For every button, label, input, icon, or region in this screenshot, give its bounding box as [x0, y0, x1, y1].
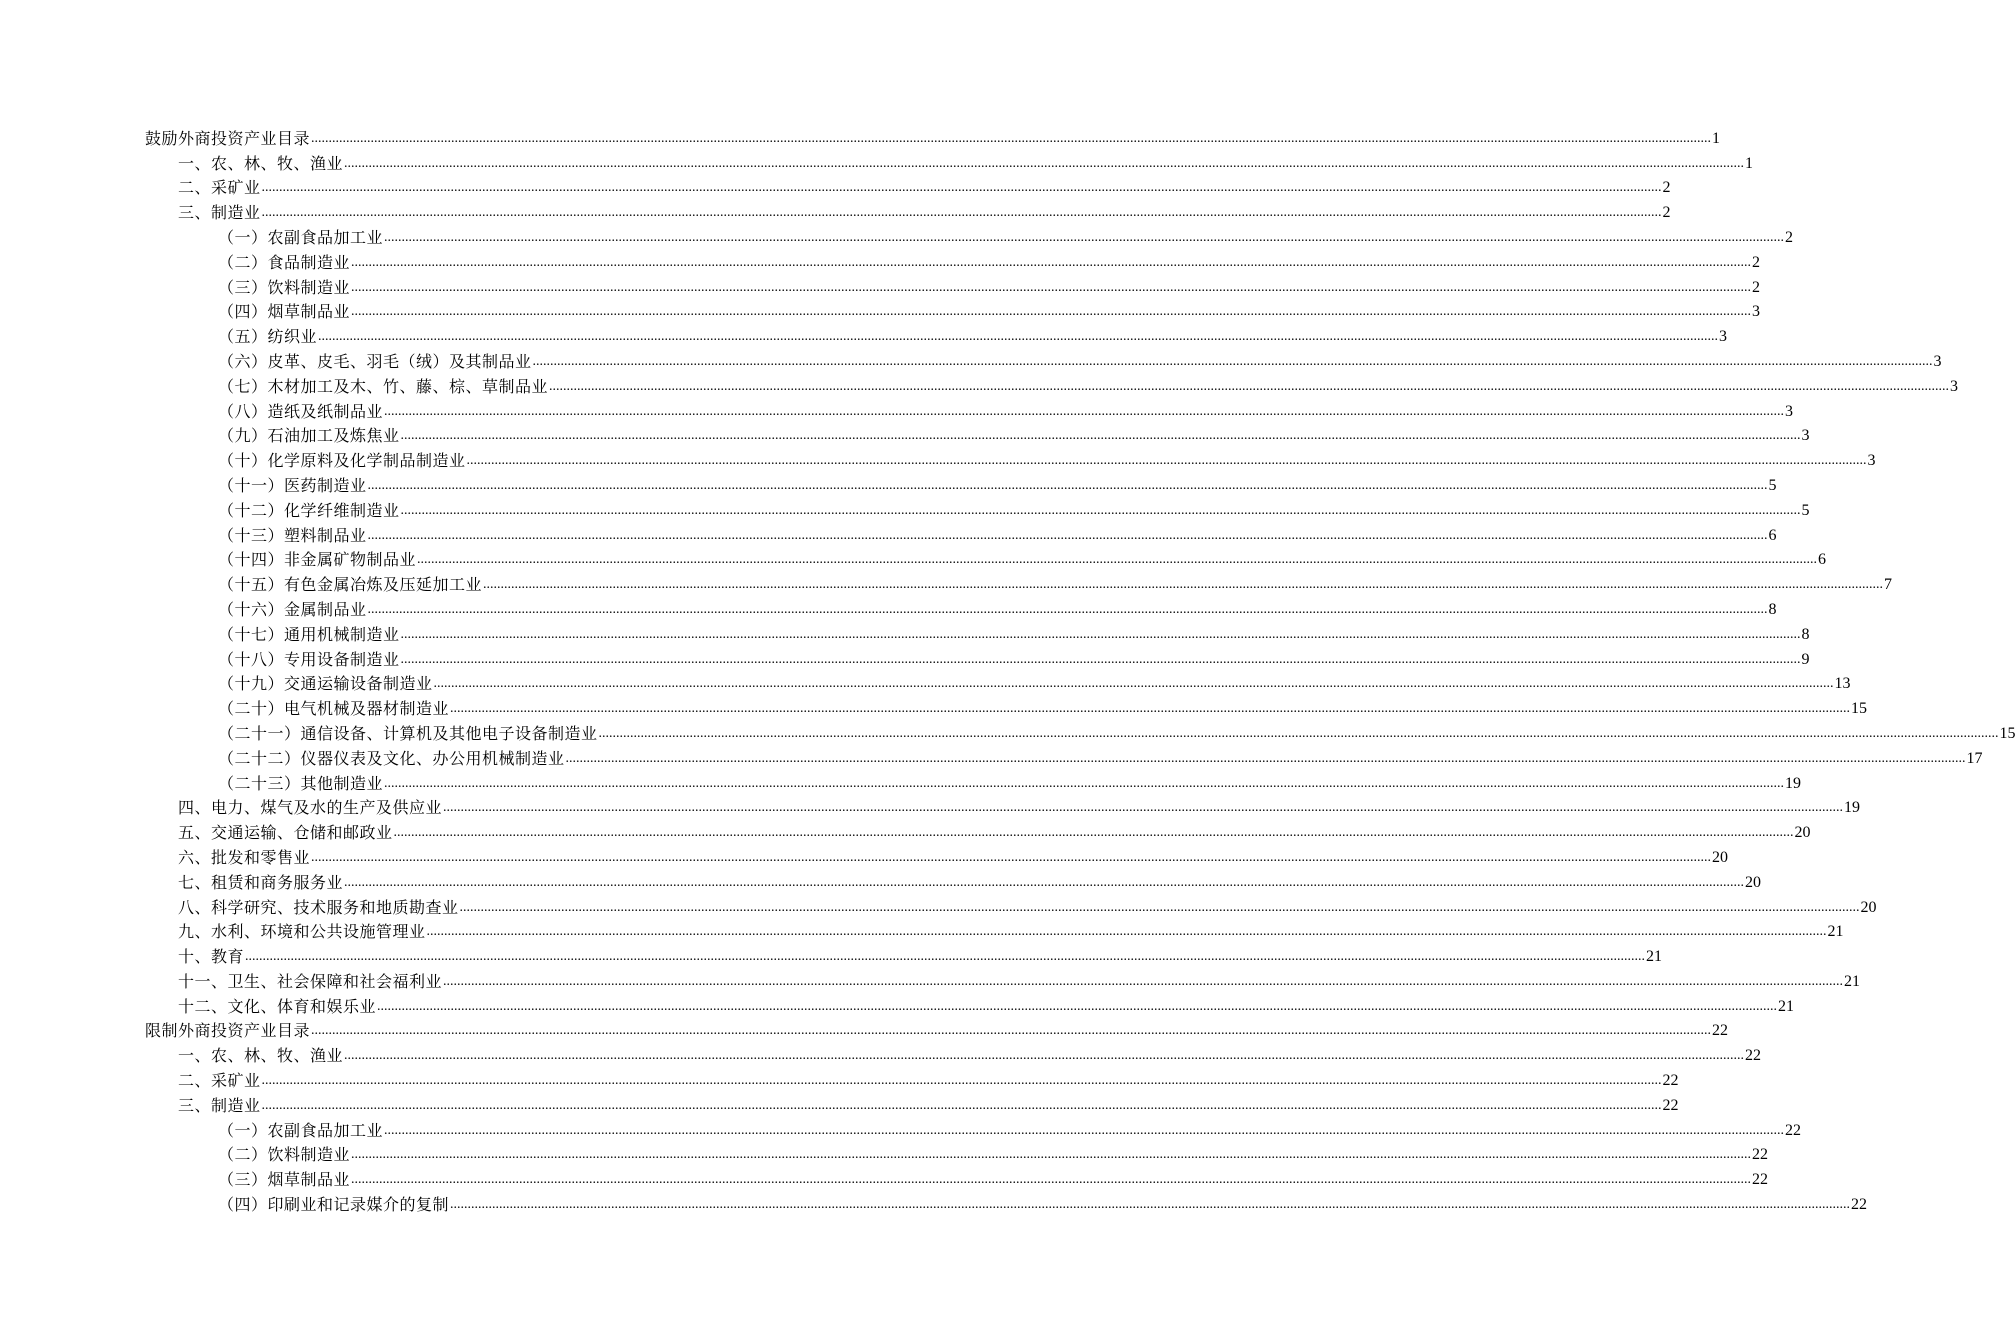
dot-leader: ................................................................................................................................................................................................................................................................................................................................................................................................................: [443, 973, 1844, 989]
toc-entry-title: 限制外商投资产业目录: [145, 1021, 311, 1041]
toc-entry[interactable]: [0, 471, 1777, 496]
toc-entry[interactable]: [0, 893, 1877, 918]
toc-entry[interactable]: [0, 719, 2016, 744]
dot-leader: ................................................................................................................................................................................................................................................................................................................................................................................................................: [400, 651, 1801, 667]
toc-entry-page-number: 3: [1752, 303, 1761, 321]
toc-entry-title: 二、采矿业: [178, 1071, 261, 1091]
toc-entry[interactable]: [0, 149, 1754, 174]
toc-entry-page-number: 21: [1844, 972, 1861, 990]
toc-entry-page-number: 3: [1867, 452, 1876, 470]
toc-entry-page-number: 6: [1768, 526, 1777, 544]
toc-entry-title: （二十）电气机械及器材制造业: [218, 699, 450, 719]
toc-entry[interactable]: [0, 942, 1663, 967]
toc-entry-page-number: 3: [1933, 352, 1942, 370]
toc-entry-page-number: 3: [1785, 402, 1794, 420]
dot-leader: ................................................................................................................................................................................................................................................................................................................................................................................................................: [400, 502, 1801, 518]
dot-leader: ................................................................................................................................................................................................................................................................................................................................................................................................................: [261, 180, 1662, 196]
dot-leader: ................................................................................................................................................................................................................................................................................................................................................................................................................: [400, 428, 1801, 444]
toc-entry-title: （四）烟草制品业: [218, 302, 351, 322]
toc-entry-page-number: 5: [1801, 501, 1810, 519]
toc-entry-title: （三）烟草制品业: [218, 1170, 351, 1190]
toc-entry-page-number: 15: [1851, 700, 1868, 718]
dot-leader: ................................................................................................................................................................................................................................................................................................................................................................................................................: [384, 229, 1785, 245]
dot-leader: ................................................................................................................................................................................................................................................................................................................................................................................................................: [443, 800, 1844, 816]
toc-entry[interactable]: [0, 769, 1802, 794]
dot-leader: ................................................................................................................................................................................................................................................................................................................................................................................................................: [450, 701, 1851, 717]
toc-entry-page-number: 20: [1794, 824, 1811, 842]
toc-entry-page-number: 22: [1752, 1146, 1769, 1164]
toc-entry-title: （十三）塑料制品业: [218, 525, 367, 545]
toc-entry-title: （一）农副食品加工业: [218, 1120, 384, 1140]
toc-entry-title: （十一）医药制造业: [218, 475, 367, 495]
dot-leader: ................................................................................................................................................................................................................................................................................................................................................................................................................: [344, 874, 1745, 890]
toc-entry-title: 四、电力、煤气及水的生产及供应业: [178, 798, 443, 818]
toc-entry[interactable]: [0, 1190, 1868, 1215]
toc-entry-page-number: 6: [1818, 551, 1827, 569]
toc-entry[interactable]: [0, 322, 1728, 347]
toc-entry[interactable]: [0, 1116, 1802, 1141]
toc-entry-page-number: 17: [1966, 749, 1983, 767]
toc-entry[interactable]: [0, 670, 1851, 695]
dot-leader: ................................................................................................................................................................................................................................................................................................................................................................................................................: [261, 1073, 1662, 1089]
toc-entry-page-number: 3: [1719, 328, 1728, 346]
dot-leader: ................................................................................................................................................................................................................................................................................................................................................................................................................: [466, 453, 1867, 469]
dot-leader: ................................................................................................................................................................................................................................................................................................................................................................................................................: [532, 353, 1933, 369]
toc-entry[interactable]: [0, 1165, 1769, 1190]
toc-entry[interactable]: [0, 868, 1762, 893]
toc-entry[interactable]: [0, 918, 1844, 943]
toc-entry[interactable]: [0, 1041, 1762, 1066]
toc-entry[interactable]: [0, 174, 1671, 199]
toc-entry-title: （二十三）其他制造业: [218, 773, 384, 793]
toc-entry-page-number: 20: [1712, 848, 1729, 866]
dot-leader: ................................................................................................................................................................................................................................................................................................................................................................................................................: [483, 577, 1884, 593]
dot-leader: ................................................................................................................................................................................................................................................................................................................................................................................................................: [261, 205, 1662, 221]
dot-leader: ................................................................................................................................................................................................................................................................................................................................................................................................................: [367, 527, 1768, 543]
toc-entry-page-number: 3: [1950, 377, 1959, 395]
dot-leader: ................................................................................................................................................................................................................................................................................................................................................................................................................: [400, 626, 1801, 642]
toc-entry[interactable]: [0, 397, 1794, 422]
dot-leader: ................................................................................................................................................................................................................................................................................................................................................................................................................: [377, 998, 1778, 1014]
toc-entry-page-number: 22: [1785, 1121, 1802, 1139]
toc-entry-page-number: 22: [1662, 1096, 1679, 1114]
toc-entry-title: （十二）化学纤维制造业: [218, 500, 400, 520]
dot-leader: ................................................................................................................................................................................................................................................................................................................................................................................................................: [459, 899, 1860, 915]
toc-entry-title: （十五）有色金属冶炼及压延加工业: [218, 575, 483, 595]
toc-entry-title: （十六）金属制品业: [218, 599, 367, 619]
toc-entry-page-number: 8: [1768, 600, 1777, 618]
toc-entry[interactable]: [0, 298, 1761, 323]
dot-leader: ................................................................................................................................................................................................................................................................................................................................................................................................................: [393, 825, 1794, 841]
toc-entry-page-number: 1: [1712, 129, 1721, 147]
toc-entry-title: （二）食品制造业: [218, 252, 351, 272]
toc-entry[interactable]: [0, 223, 1794, 248]
toc-entry[interactable]: [0, 843, 1729, 868]
dot-leader: ................................................................................................................................................................................................................................................................................................................................................................................................................: [367, 477, 1768, 493]
toc-entry-page-number: 20: [1745, 873, 1762, 891]
dot-leader: ................................................................................................................................................................................................................................................................................................................................................................................................................: [344, 155, 1745, 171]
dot-leader: ................................................................................................................................................................................................................................................................................................................................................................................................................: [351, 1172, 1752, 1188]
toc-entry[interactable]: [0, 422, 1810, 447]
toc-entry-title: （五）纺织业: [218, 327, 318, 347]
toc-entry-page-number: 13: [1834, 675, 1851, 693]
toc-entry-title: 三、制造业: [178, 1095, 261, 1115]
toc-entry-title: 十一、卫生、社会保障和社会福利业: [178, 971, 443, 991]
toc-entry-page-number: 21: [1827, 923, 1844, 941]
toc-entry[interactable]: [0, 446, 1876, 471]
dot-leader: ................................................................................................................................................................................................................................................................................................................................................................................................................: [367, 601, 1768, 617]
toc-entry-title: （十八）专用设备制造业: [218, 649, 400, 669]
dot-leader: ................................................................................................................................................................................................................................................................................................................................................................................................................: [351, 304, 1752, 320]
dot-leader: ................................................................................................................................................................................................................................................................................................................................................................................................................: [384, 775, 1785, 791]
toc-entry-title: （十九）交通运输设备制造业: [218, 674, 433, 694]
toc-entry[interactable]: [0, 744, 1983, 769]
toc-entry-title: （三）饮料制造业: [218, 277, 351, 297]
dot-leader: ................................................................................................................................................................................................................................................................................................................................................................................................................: [598, 725, 1999, 741]
toc-entry[interactable]: [0, 1141, 1769, 1166]
toc-entry-title: （十四）非金属矿物制品业: [218, 550, 417, 570]
toc-entry[interactable]: [0, 818, 1811, 843]
toc-entry-title: （四）印刷业和记录媒介的复制: [218, 1195, 450, 1215]
toc-entry[interactable]: [0, 595, 1777, 620]
toc-entry-page-number: 22: [1662, 1072, 1679, 1090]
toc-entry-title: 八、科学研究、技术服务和地质勘查业: [178, 897, 459, 917]
toc-entry-page-number: 19: [1785, 774, 1802, 792]
toc-entry-page-number: 2: [1752, 278, 1761, 296]
toc-entry-page-number: 2: [1785, 228, 1794, 246]
toc-entry-title: 一、农、林、牧、渔业: [178, 1046, 344, 1066]
dot-leader: ................................................................................................................................................................................................................................................................................................................................................................................................................: [261, 1097, 1662, 1113]
toc-entry-title: 六、批发和零售业: [178, 847, 311, 867]
toc-entry-page-number: 5: [1768, 476, 1777, 494]
toc-entry[interactable]: [0, 372, 1959, 397]
toc-entry[interactable]: [0, 546, 1827, 571]
dot-leader: ................................................................................................................................................................................................................................................................................................................................................................................................................: [351, 279, 1752, 295]
toc-entry[interactable]: [0, 992, 1795, 1017]
toc-entry[interactable]: [0, 198, 1671, 223]
dot-leader: ................................................................................................................................................................................................................................................................................................................................................................................................................: [311, 130, 1712, 146]
toc-entry-page-number: 2: [1662, 179, 1671, 197]
toc-entry-title: （二）饮料制造业: [218, 1145, 351, 1165]
toc-entry-page-number: 21: [1646, 948, 1663, 966]
toc-entry-page-number: 20: [1860, 898, 1877, 916]
toc-entry-page-number: 1: [1745, 154, 1754, 172]
dot-leader: ................................................................................................................................................................................................................................................................................................................................................................................................................: [311, 849, 1712, 865]
toc-entry-title: （九）石油加工及炼焦业: [218, 426, 400, 446]
toc-entry-page-number: 21: [1778, 997, 1795, 1015]
toc-entry[interactable]: [0, 273, 1761, 298]
toc-entry-title: 一、农、林、牧、渔业: [178, 153, 344, 173]
toc-entry-title: （十）化学原料及化学制品制造业: [218, 451, 466, 471]
toc-entry[interactable]: [0, 967, 1861, 992]
toc-entry[interactable]: [0, 694, 1868, 719]
dot-leader: ................................................................................................................................................................................................................................................................................................................................................................................................................: [245, 949, 1646, 965]
dot-leader: ................................................................................................................................................................................................................................................................................................................................................................................................................: [311, 1023, 1712, 1039]
dot-leader: ................................................................................................................................................................................................................................................................................................................................................................................................................: [549, 378, 1950, 394]
toc-entry-title: 二、采矿业: [178, 178, 261, 198]
toc-entry-title: （二十二）仪器仪表及文化、办公用机械制造业: [218, 748, 565, 768]
toc-entry-title: （一）农副食品加工业: [218, 227, 384, 247]
toc-entry[interactable]: [0, 1017, 1729, 1042]
toc-entry-title: 九、水利、环境和公共设施管理业: [178, 922, 426, 942]
dot-leader: ................................................................................................................................................................................................................................................................................................................................................................................................................: [351, 254, 1752, 270]
toc-entry-title: 鼓励外商投资产业目录: [145, 128, 311, 148]
toc-entry-title: （七）木材加工及木、竹、藤、棕、草制品业: [218, 376, 549, 396]
toc-entry-page-number: 15: [1999, 724, 2016, 742]
toc-entry-page-number: 22: [1745, 1047, 1762, 1065]
toc-entry[interactable]: [0, 794, 1861, 819]
toc-entry[interactable]: [0, 124, 1721, 149]
toc-entry-page-number: 22: [1752, 1171, 1769, 1189]
toc-entry[interactable]: [0, 570, 1893, 595]
toc-entry-page-number: 9: [1801, 650, 1810, 668]
toc-entry[interactable]: [0, 620, 1810, 645]
toc-entry-page-number: 22: [1851, 1196, 1868, 1214]
toc-entry-page-number: 19: [1844, 799, 1861, 817]
toc-entry[interactable]: [0, 645, 1810, 670]
dot-leader: ................................................................................................................................................................................................................................................................................................................................................................................................................: [565, 750, 1966, 766]
toc-entry-page-number: 2: [1662, 204, 1671, 222]
toc-entry[interactable]: [0, 347, 1942, 372]
toc-entry-title: 十、教育: [178, 947, 245, 967]
toc-entry-title: 十二、文化、体育和娱乐业: [178, 996, 377, 1016]
toc-entry-title: （二十一）通信设备、计算机及其他电子设备制造业: [218, 723, 598, 743]
toc-entry-title: 五、交通运输、仓储和邮政业: [178, 823, 393, 843]
toc-entry-title: （八）造纸及纸制品业: [218, 401, 384, 421]
dot-leader: ................................................................................................................................................................................................................................................................................................................................................................................................................: [384, 1122, 1785, 1138]
toc-entry[interactable]: [0, 521, 1777, 546]
toc-entry-title: （六）皮革、皮毛、羽毛（绒）及其制品业: [218, 351, 532, 371]
dot-leader: ................................................................................................................................................................................................................................................................................................................................................................................................................: [344, 1048, 1745, 1064]
dot-leader: ................................................................................................................................................................................................................................................................................................................................................................................................................: [450, 1197, 1851, 1213]
toc-entry-page-number: 2: [1752, 253, 1761, 271]
dot-leader: ................................................................................................................................................................................................................................................................................................................................................................................................................: [384, 403, 1785, 419]
dot-leader: ................................................................................................................................................................................................................................................................................................................................................................................................................: [433, 676, 1834, 692]
toc-entry[interactable]: [0, 1066, 1679, 1091]
toc-entry[interactable]: [0, 1091, 1679, 1116]
toc-entry-page-number: 8: [1801, 625, 1810, 643]
toc-entry-page-number: 3: [1801, 427, 1810, 445]
dot-leader: ................................................................................................................................................................................................................................................................................................................................................................................................................: [417, 552, 1818, 568]
dot-leader: ................................................................................................................................................................................................................................................................................................................................................................................................................: [318, 329, 1719, 345]
toc-entry[interactable]: [0, 496, 1810, 521]
toc-entry-title: （十七）通用机械制造业: [218, 624, 400, 644]
dot-leader: ................................................................................................................................................................................................................................................................................................................................................................................................................: [426, 924, 1827, 940]
table-of-contents: [0, 124, 2016, 1215]
dot-leader: ................................................................................................................................................................................................................................................................................................................................................................................................................: [351, 1147, 1752, 1163]
toc-entry-title: 七、租赁和商务服务业: [178, 872, 344, 892]
toc-entry-page-number: 7: [1884, 576, 1893, 594]
toc-entry-page-number: 22: [1712, 1022, 1729, 1040]
toc-entry[interactable]: [0, 248, 1761, 273]
toc-entry-title: 三、制造业: [178, 203, 261, 223]
